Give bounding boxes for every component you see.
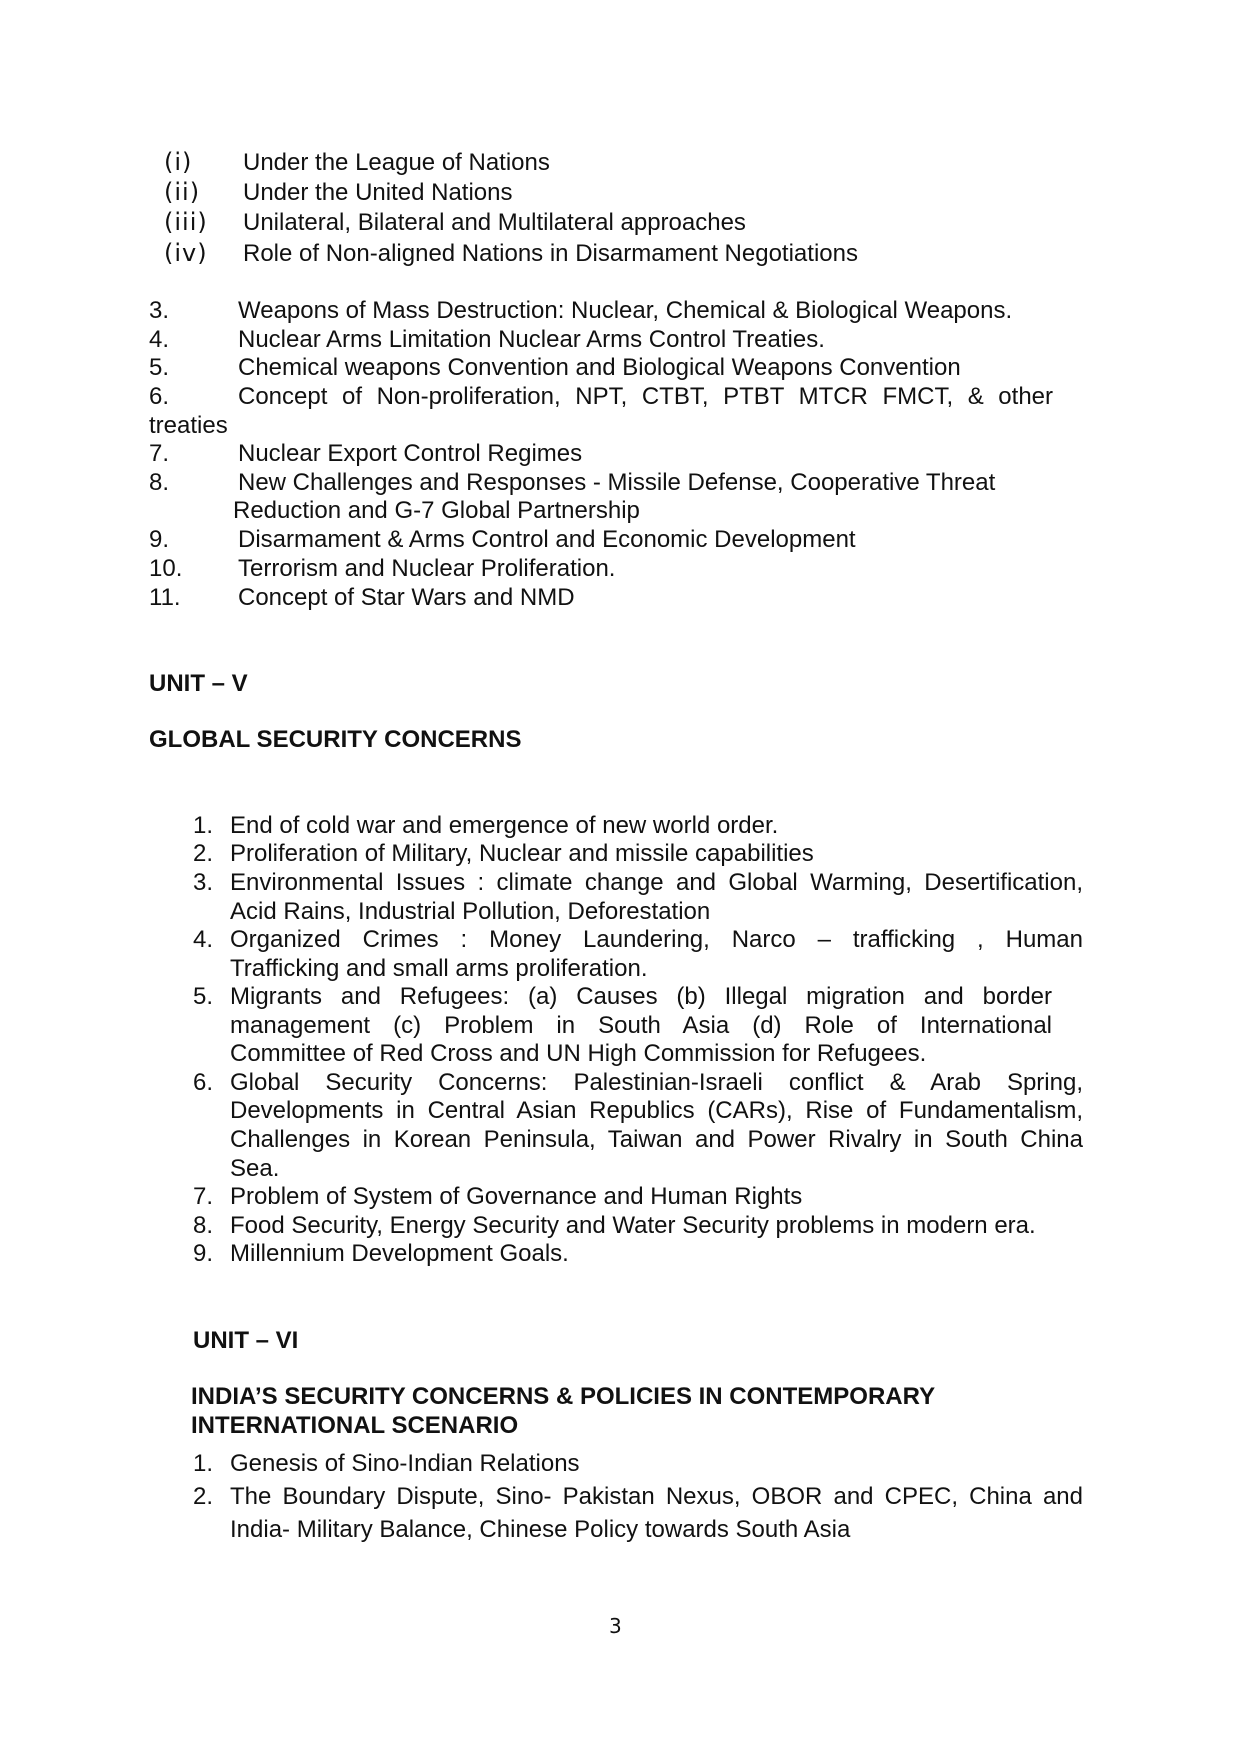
roman-marker: (iii) <box>164 208 208 236</box>
list-item-text: Acid Rains, Industrial Pollution, Deforestation <box>230 898 711 925</box>
roman-marker: (i) <box>164 148 193 176</box>
topic-text: Weapons of Mass Destruction: Nuclear, Chemical & Biological Weapons. <box>238 297 1013 324</box>
topic-number: 11. <box>149 584 181 611</box>
list-item-text: Food Security, Energy Security and Water Security problems in modern era. <box>230 1212 1036 1239</box>
list-item-number: 9. <box>193 1240 214 1267</box>
list-item-text: Challenges in Korean Peninsula, Taiwan and Power Rivalry in South China <box>230 1126 1083 1153</box>
list-item-text: Committee of Red Cross and UN High Commission for Refugees. <box>230 1040 927 1067</box>
topic-text: Terrorism and Nuclear Proliferation. <box>238 555 616 582</box>
topic-text: Concept of Star Wars and NMD <box>238 584 575 611</box>
list-item-text: Migrants and Refugees: (a) Causes (b) Illegal migration and border <box>230 983 1052 1010</box>
topic-text: Disarmament & Arms Control and Economic Development <box>238 526 856 553</box>
topic-number: 5. <box>149 354 170 381</box>
list-item-number: 1. <box>193 812 214 839</box>
list-item-text: Genesis of Sino-Indian Relations <box>230 1450 580 1477</box>
topic-number: 6. <box>149 383 170 410</box>
list-item-text: Environmental Issues : climate change and Global Warming, Desertification, <box>230 869 1083 896</box>
list-item-number: 8. <box>193 1212 214 1239</box>
list-item-text: Millennium Development Goals. <box>230 1240 569 1267</box>
list-item-text: Developments in Central Asian Republics (CARs), Rise of Fundamentalism, <box>230 1097 1083 1124</box>
roman-marker: (iv) <box>164 239 208 267</box>
roman-item-text: Under the League of Nations <box>243 149 550 176</box>
list-item-text: management (c) Problem in South Asia (d) Role of International <box>230 1012 1052 1039</box>
topic-text-continuation: treaties <box>149 412 228 439</box>
list-item-number: 1. <box>193 1450 214 1477</box>
list-item-number: 2. <box>193 1483 214 1510</box>
unit-6-title: UNIT – VI <box>193 1327 299 1354</box>
list-item-number: 6. <box>193 1069 214 1096</box>
list-item-number: 2. <box>193 840 214 867</box>
list-item-number: 4. <box>193 926 214 953</box>
topic-number: 3. <box>149 297 170 324</box>
roman-item-text: Under the United Nations <box>243 179 513 206</box>
unit-6-subtitle: INTERNATIONAL SCENARIO <box>191 1412 519 1439</box>
roman-marker: (ii) <box>164 178 201 206</box>
list-item-text: Sea. <box>230 1155 280 1182</box>
list-item-text: India- Military Balance, Chinese Policy towards South Asia <box>230 1516 851 1543</box>
list-item-text: Organized Crimes : Money Laundering, Narco – trafficking , Human <box>230 926 1083 953</box>
list-item-text: Trafficking and small arms proliferation. <box>230 955 648 982</box>
topic-number: 4. <box>149 326 170 353</box>
page-number: 3 <box>609 1614 622 1638</box>
topic-text: Chemical weapons Convention and Biological Weapons Convention <box>238 354 961 381</box>
unit-5-title: UNIT – V <box>149 670 248 697</box>
roman-item-text: Unilateral, Bilateral and Multilateral approaches <box>243 209 746 236</box>
topic-text: New Challenges and Responses - Missile Defense, Cooperative Threat <box>238 469 996 496</box>
unit-6-subtitle: INDIA’S SECURITY CONCERNS & POLICIES IN CONTEMPORARY <box>191 1383 936 1410</box>
topic-text: Nuclear Arms Limitation Nuclear Arms Control Treaties. <box>238 326 825 353</box>
list-item-text: The Boundary Dispute, Sino- Pakistan Nexus, OBOR and CPEC, China and <box>230 1483 1083 1510</box>
roman-item-text: Role of Non-aligned Nations in Disarmament Negotiations <box>243 240 858 267</box>
list-item-text: Problem of System of Governance and Human Rights <box>230 1183 803 1210</box>
list-item-number: 7. <box>193 1183 214 1210</box>
topic-number: 10. <box>149 555 183 582</box>
topic-text: Nuclear Export Control Regimes <box>238 440 583 467</box>
list-item-number: 3. <box>193 869 214 896</box>
list-item-text: Global Security Concerns: Palestinian-Israeli conflict & Arab Spring, <box>230 1069 1083 1096</box>
unit-5-subtitle: GLOBAL SECURITY CONCERNS <box>149 726 522 753</box>
topic-number: 9. <box>149 526 170 553</box>
list-item-number: 5. <box>193 983 214 1010</box>
topic-text-continuation: Reduction and G-7 Global Partnership <box>233 497 640 524</box>
list-item-text: Proliferation of Military, Nuclear and missile capabilities <box>230 840 814 867</box>
topic-number: 7. <box>149 440 170 467</box>
list-item-text: End of cold war and emergence of new world order. <box>230 812 779 839</box>
topic-number: 8. <box>149 469 170 496</box>
topic-text: Concept of Non-proliferation, NPT, CTBT, PTBT MTCR FMCT, & other <box>238 383 1053 410</box>
